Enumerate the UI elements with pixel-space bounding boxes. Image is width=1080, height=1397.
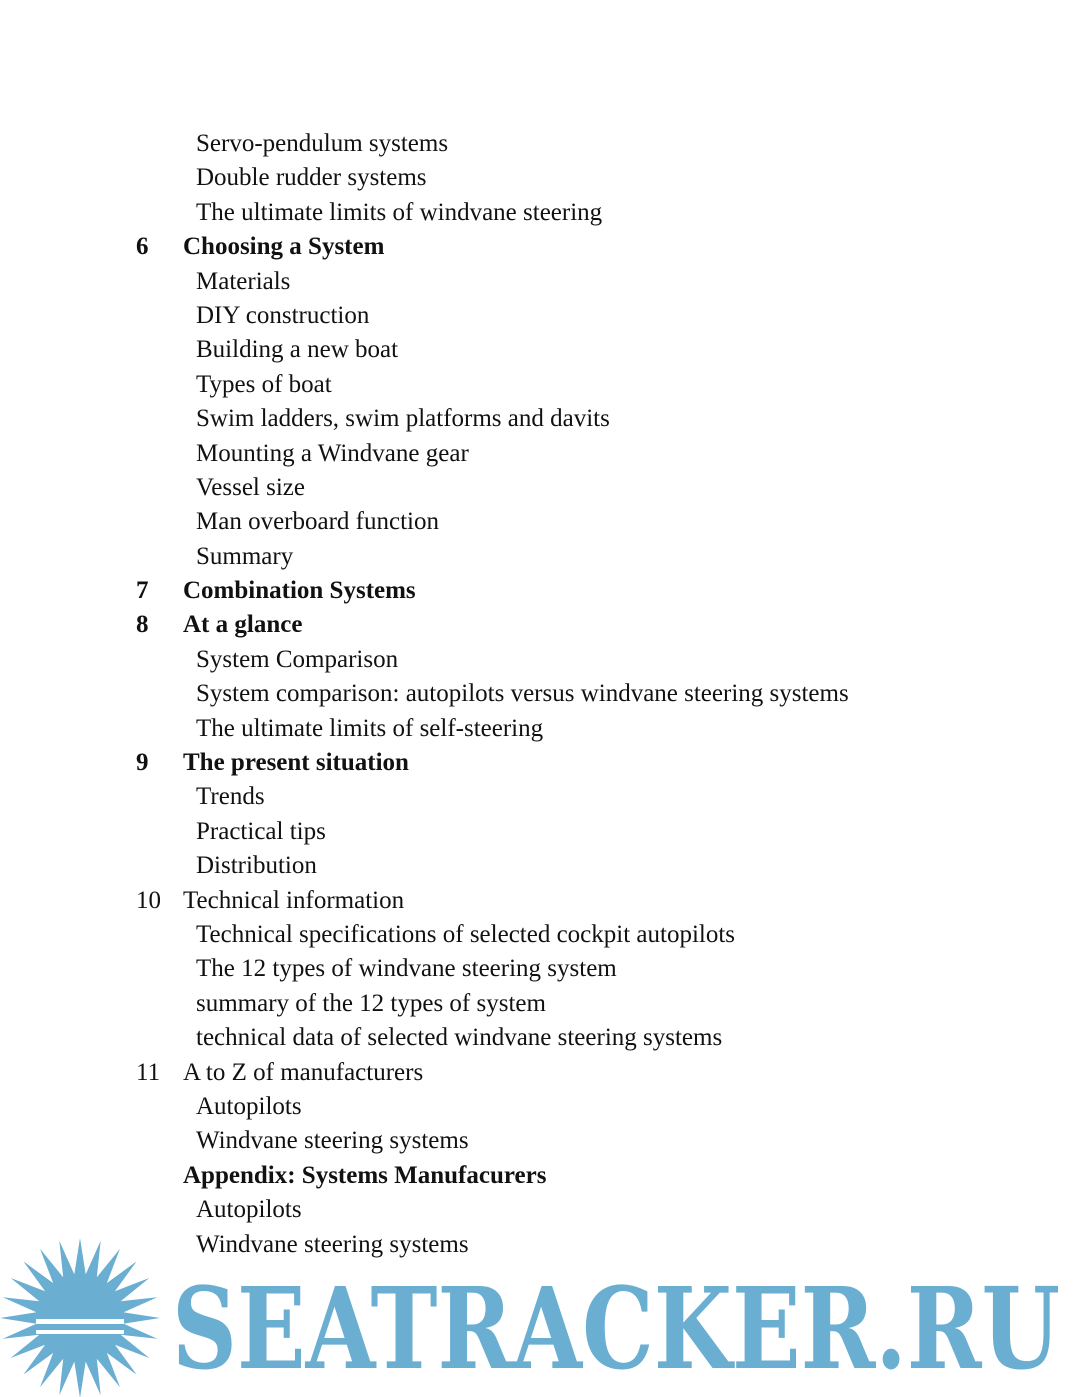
toc-label: System Comparison — [196, 645, 399, 673]
toc-entry — [0, 437, 1080, 471]
toc-label: Double rudder systems — [196, 164, 427, 192]
toc-entry — [0, 127, 1080, 161]
toc-entry — [0, 643, 1080, 677]
toc-label: Autopilots — [196, 1196, 302, 1224]
toc-entry — [0, 677, 1080, 711]
chapter-number: 10 — [136, 886, 161, 914]
toc-label: Technical specifications of selected cockpit autopilots — [196, 920, 736, 948]
toc-label: The ultimate limits of windvane steering — [196, 198, 603, 226]
toc-appendix — [0, 1159, 1080, 1193]
toc-label: Building a new boat — [196, 336, 399, 364]
toc-entry — [0, 265, 1080, 299]
toc-label: Technical information — [183, 886, 405, 914]
toc-entry — [0, 815, 1080, 849]
chapter-number: 7 — [136, 577, 149, 605]
toc-label: A to Z of manufacturers — [183, 1058, 424, 1086]
toc-entry — [0, 368, 1080, 402]
toc-label: The present situation — [183, 749, 409, 777]
toc-chapter — [0, 746, 1080, 780]
toc-entry — [0, 1193, 1080, 1227]
toc-label: System comparison: autopilots versus windvane steering systems — [196, 680, 849, 708]
toc-entry — [0, 402, 1080, 436]
watermark-text: SEATRACKER.RU — [172, 1264, 1060, 1395]
chapter-number: 6 — [136, 233, 149, 261]
toc-entry — [0, 987, 1080, 1021]
toc-label: Practical tips — [196, 817, 326, 845]
watermark-logo — [0, 1238, 1080, 1397]
toc-entry — [0, 780, 1080, 814]
toc-chapter — [0, 1056, 1080, 1090]
toc-label: Appendix: Systems Manufacurers — [183, 1161, 547, 1189]
toc-label: Trends — [196, 783, 265, 811]
table-of-contents — [0, 127, 1080, 1262]
toc-label: Man overboard function — [196, 508, 439, 536]
toc-entry — [0, 952, 1080, 986]
chapter-number: 9 — [136, 749, 149, 777]
chapter-number: 8 — [136, 611, 149, 639]
toc-label: At a glance — [183, 611, 303, 639]
toc-entry — [0, 1021, 1080, 1055]
toc-label: Mounting a Windvane gear — [196, 439, 469, 467]
sun-icon — [0, 1238, 160, 1397]
toc-label: Vessel size — [196, 473, 305, 501]
toc-label: Types of boat — [196, 370, 332, 398]
toc-entry — [0, 1090, 1080, 1124]
toc-label: technical data of selected windvane steering systems — [196, 1024, 723, 1052]
toc-entry — [0, 540, 1080, 574]
toc-entry — [0, 712, 1080, 746]
toc-chapter — [0, 230, 1080, 264]
toc-label: Autopilots — [196, 1092, 302, 1120]
toc-chapter — [0, 574, 1080, 608]
toc-chapter — [0, 884, 1080, 918]
toc-entry — [0, 161, 1080, 195]
toc-label: Summary — [196, 542, 294, 570]
toc-entry — [0, 471, 1080, 505]
toc-label: Combination Systems — [183, 577, 416, 605]
toc-entry — [0, 505, 1080, 539]
toc-label: Windvane steering systems — [196, 1230, 469, 1258]
toc-entry — [0, 196, 1080, 230]
toc-label: Servo-pendulum systems — [196, 130, 449, 157]
toc-entry — [0, 849, 1080, 883]
toc-entry — [0, 918, 1080, 952]
toc-label: Choosing a System — [183, 233, 385, 261]
toc-label: Windvane steering systems — [196, 1127, 469, 1155]
toc-entry — [0, 1124, 1080, 1158]
toc-label: Materials — [196, 267, 291, 295]
toc-entry — [0, 299, 1080, 333]
toc-label: The ultimate limits of self-steering — [196, 714, 544, 742]
toc-label: Swim ladders, swim platforms and davits — [196, 405, 610, 433]
chapter-number: 11 — [136, 1058, 161, 1086]
toc-label: summary of the 12 types of system — [196, 989, 546, 1017]
toc-label: The 12 types of windvane steering system — [196, 955, 617, 983]
toc-label: DIY construction — [196, 301, 370, 329]
toc-label: Distribution — [196, 852, 317, 880]
toc-chapter — [0, 608, 1080, 642]
toc-entry — [0, 333, 1080, 367]
